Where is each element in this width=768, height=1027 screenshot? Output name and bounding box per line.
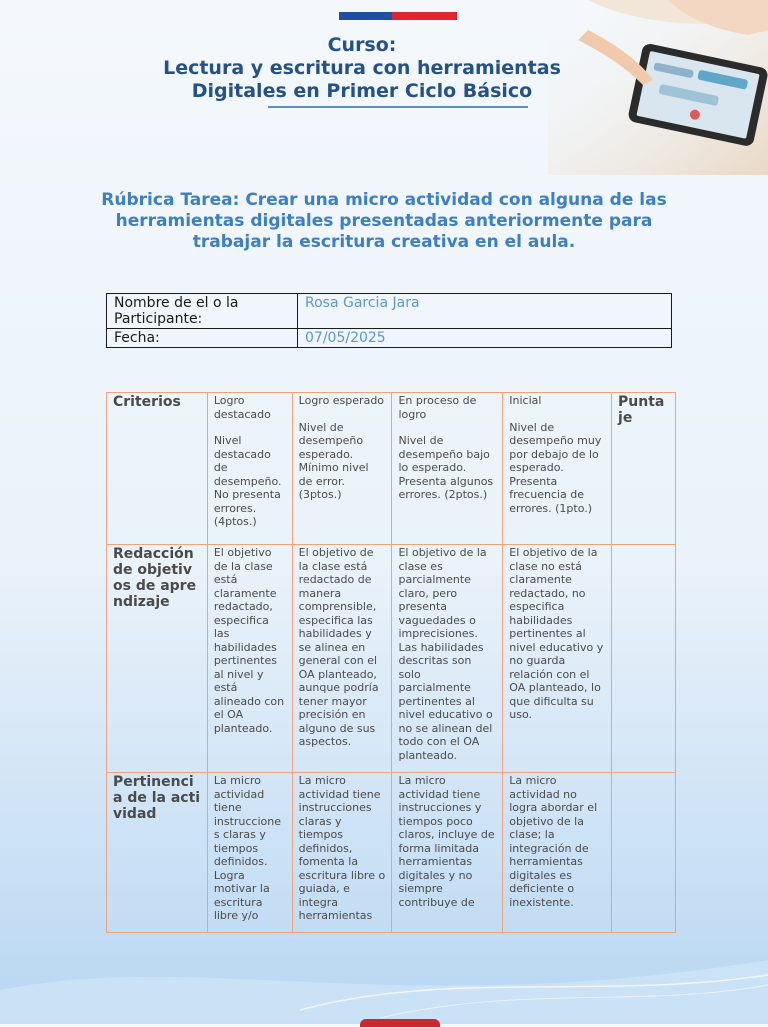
flag-red-band [392,12,457,20]
level-proceso-title: En proceso de logro [398,394,477,421]
chile-flag-stripe [339,12,457,20]
level-proceso-description: Nivel de desempeño bajo lo esperado. Presenta algunos errores. (2ptos.) [398,434,494,501]
pertinencia-esperado: La micro actividad tiene instrucciones claras y tiempos definidos, fomenta la escritura libre o guiada, e integra herramientas [292,773,392,933]
task-title: Rúbrica Tarea: Crear una micro actividad con alguna de las herramientas digitales presentadas anteriormente para trabajar la escritura creativa en el aula. [101,190,667,252]
rubric-table [106,392,676,933]
level-inicial-header [503,393,612,545]
redaccion-esperado: El objetivo de la clase está redactado de manera comprensible, especifica las habilidades y se alinea en general con el OA planteado, aunque podría tener mayor precisión en alguno de sus aspectos. [292,545,392,773]
level-inicial-description: Nivel de desempeño muy por debajo de lo esperado. Presenta frecuencia de errores. (1pto.) [509,420,602,515]
footer-red-tab [360,1019,440,1027]
course-title [100,34,624,103]
redaccion-puntaje [612,545,676,773]
rubric-header-row [107,393,676,545]
rubric-row-redaccion [107,545,676,773]
level-esperado-header [292,393,392,545]
participant-name-label: Nombre de el o la Participante: [107,294,298,329]
date-value: 07/05/2025 [298,329,672,348]
participant-info-table [106,293,672,348]
level-destacado-title: Logro destacado [213,394,271,421]
decorative-wave [0,930,768,1024]
pertinencia-puntaje [612,773,676,933]
participant-name-row [107,294,672,329]
redaccion-proceso: El objetivo de la clase es parcialmente claro, pero presenta vaguedades o imprecisiones. Las habilidades descritas son solo parcialmente pertinentes al nivel educativo o no se alinean del todo con el OA planteado. [392,545,503,773]
pertinencia-destacado: La micro actividad tiene instrucciones claras y tiempos definidos. Logra motivar la escritura libre y/o [207,773,292,933]
rubric-row-pertinencia [107,773,676,933]
course-name-line-2: Digitales en Primer Ciclo Básico [191,80,533,102]
criterion-redaccion: Redacción de objetivos de aprendizaje [107,545,208,773]
level-destacado-description: Nivel destacado de desempeño. No presenta errores. (4ptos.) [213,434,282,528]
level-inicial-title: Inicial [509,394,542,407]
criterios-header: Criterios [107,393,208,545]
course-name-line-1: Lectura y escritura con herramientas [163,57,561,79]
date-row [107,329,672,348]
level-destacado-header [207,393,292,545]
criterion-pertinencia: Pertinencia de la actividad [107,773,208,933]
date-label: Fecha: [107,329,298,348]
level-esperado-description: Nivel de desempeño esperado. Mínimo nivel de error. (3ptos.) [298,420,369,501]
pertinencia-proceso: La micro actividad tiene instrucciones y tiempos poco claros, incluye de forma limitada herramientas digitales y no siempre contribuye de [392,773,503,933]
pertinencia-inicial: La micro actividad no logra abordar el objetivo de la clase; la integración de herramientas digitales es deficiente o inexistente. [503,773,612,933]
participant-name-value: Rosa Garcia Jara [298,294,672,329]
puntaje-header: Puntaje [612,393,676,545]
flag-blue-band [339,12,392,20]
level-proceso-header [392,393,503,545]
title-underline [268,106,528,108]
level-esperado-title: Logro esperado [298,394,385,407]
redaccion-inicial: El objetivo de la clase no está claramente redactado, no especifica habilidades pertinentes al nivel educativo y no guarda relación con el OA planteado, lo que dificulta su uso. [503,545,612,773]
course-label: Curso: [327,34,397,56]
redaccion-destacado: El objetivo de la clase está claramente redactado, especifica las habilidades pertinentes al nivel y está alineado con el OA planteado. [207,545,292,773]
